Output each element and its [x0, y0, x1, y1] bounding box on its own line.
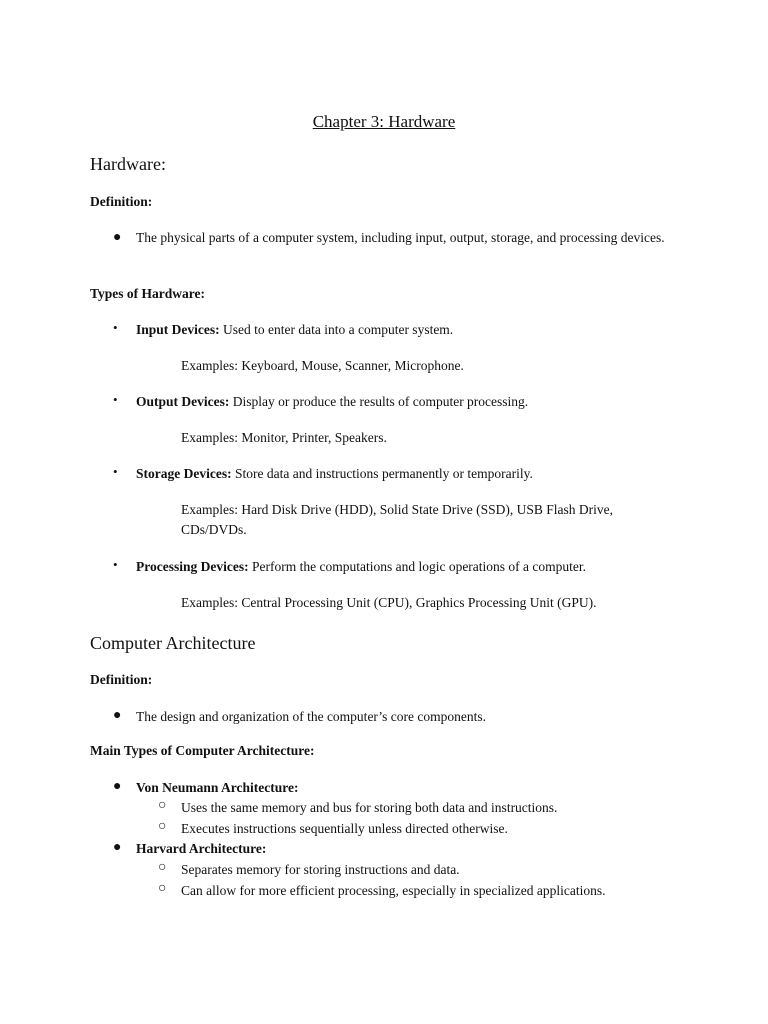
hardware-definition-text: The physical parts of a computer system, including input, output, storage, and processing devices. — [136, 230, 665, 245]
hardware-definition-heading: Definition: — [90, 194, 153, 209]
type-description: Used to enter data into a computer system. — [223, 322, 454, 337]
arch-point: Separates memory for storing instructions and data. — [181, 862, 460, 877]
type-label: Processing Devices: — [136, 559, 249, 574]
type-examples: Examples: Hard Disk Drive (HDD), Solid State Drive (SSD), USB Flash Drive, CDs/DVDs. — [181, 502, 613, 537]
bullet-icon: ● — [113, 708, 122, 723]
type-description: Perform the computations and logic operations of a computer. — [251, 559, 587, 574]
arch-point: Can allow for more efficient processing, especially in specialized applications. — [181, 883, 606, 898]
type-label: Storage Devices: — [136, 466, 232, 481]
type-label: Output Devices: — [136, 394, 230, 409]
circle-bullet-icon: ○ — [158, 860, 167, 875]
architecture-definition-text: The design and organization of the computer’s core components. — [136, 709, 487, 724]
type-item-storage — [136, 464, 533, 484]
bullet-icon: • — [113, 320, 118, 335]
arch-type-label: Harvard Architecture: — [136, 841, 267, 856]
bullet-icon: ● — [113, 840, 122, 855]
circle-bullet-icon: ○ — [158, 881, 167, 896]
type-label: Input Devices: — [136, 322, 220, 337]
architecture-types-heading: Main Types of Computer Architecture: — [90, 743, 315, 758]
type-examples: Examples: Monitor, Printer, Speakers. — [181, 430, 387, 445]
hardware-heading: Hardware: — [90, 154, 166, 174]
bullet-icon: ● — [113, 779, 122, 794]
type-item-input — [136, 320, 453, 340]
hardware-types-heading: Types of Hardware: — [90, 286, 205, 301]
type-item-processing — [136, 557, 586, 577]
page-title: Chapter 3: Hardware — [312, 112, 456, 131]
circle-bullet-icon: ○ — [158, 798, 167, 813]
type-item-output — [136, 392, 528, 412]
arch-point: Uses the same memory and bus for storing both data and instructions. — [181, 800, 558, 815]
arch-type-von-neumann — [136, 778, 299, 798]
bullet-icon: • — [113, 464, 118, 479]
bullet-icon: • — [113, 557, 118, 572]
arch-point: Executes instructions sequentially unless directed otherwise. — [181, 821, 508, 836]
architecture-definition-heading: Definition: — [90, 672, 153, 687]
type-description: Store data and instructions permanently or temporarily. — [234, 466, 533, 481]
bullet-icon: • — [113, 392, 118, 407]
type-examples: Examples: Keyboard, Mouse, Scanner, Microphone. — [181, 358, 464, 373]
arch-type-label: Von Neumann Architecture: — [136, 780, 299, 795]
circle-bullet-icon: ○ — [158, 819, 167, 834]
architecture-heading: Computer Architecture — [90, 633, 256, 653]
type-description: Display or produce the results of computer processing. — [232, 394, 529, 409]
bullet-icon: ● — [113, 230, 122, 245]
type-examples: Examples: Central Processing Unit (CPU), Graphics Processing Unit (GPU). — [181, 595, 597, 610]
arch-type-harvard — [136, 839, 266, 859]
